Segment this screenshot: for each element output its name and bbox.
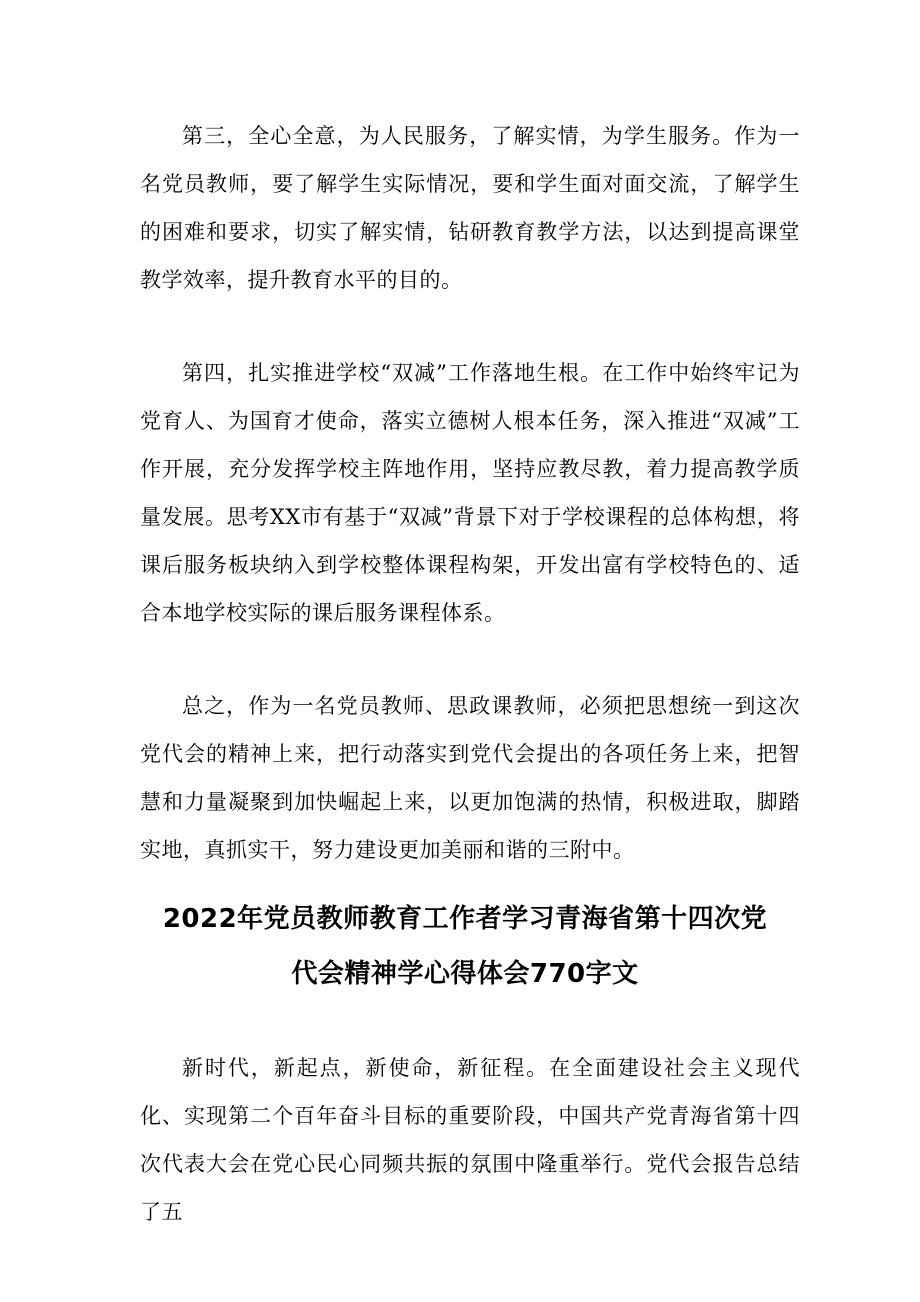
paragraph-conclusion: 总之，作为一名党员教师、思政课教师，必须把思想统一到这次党代会的精神上来，把行动落实到党代会提出的各项任务上来，把智慧和力量凝聚到加快崛起上来，以更加饱满的热情，积极进取，脚踏实地，真抓实干，努力建设更加美丽和谐的三附中。 — [140, 694, 800, 862]
paragraph-third-point: 第三，全心全意，为人民服务，了解实情，为学生服务。作为一名党员教师，要了解学生实际情况，要和学生面对面交流，了解学生的困难和要求，切实了解实情，钻研教育教学方法，以达到提高课堂教学效率，提升教育水平的目的。 — [140, 124, 800, 292]
document-title-line-1: 2022年党员教师教育工作者学习青海省第十四次党 — [162, 904, 768, 934]
document-title-line-2: 代会精神学心得体会770字文 — [291, 959, 639, 989]
document-title — [130, 892, 800, 1002]
paragraph-intro-new-era: 新时代，新起点，新使命，新征程。在全面建设社会主义现代化、实现第二个百年奋斗目标的重要阶段，中国共产党青海省第十四次代表大会在党心民心同频共振的氛围中隆重举行。党代会报告总结了五 — [140, 1056, 800, 1224]
paragraph-fourth-point: 第四，扎实推进学校“双减”工作落地生根。在工作中始终牢记为党育人、为国育才使命，落实立德树人根本任务，深入推进“双减”工作开展，充分发挥学校主阵地作用，坚持应教尽教，着力提高教学质量发展。思考XX市有基于“双减”背景下对于学校课程的总体构想，将课后服务板块纳入到学校整体课程构架，开发出富有学校特色的、适合本地学校实际的课后服务课程体系。 — [140, 361, 800, 625]
